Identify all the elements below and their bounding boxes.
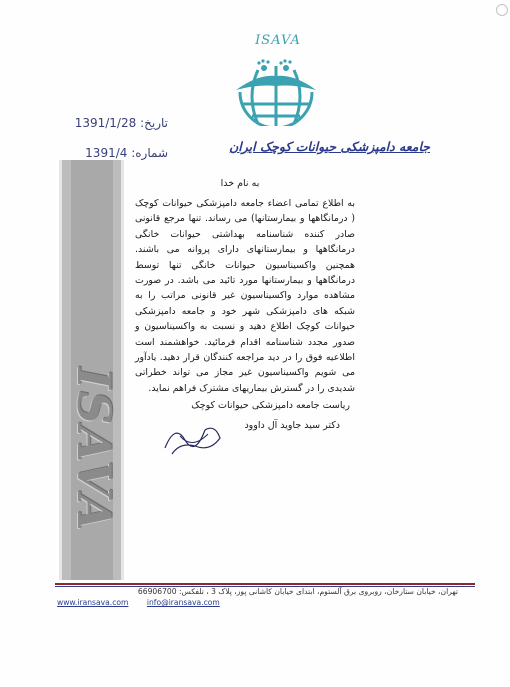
date-label: تاریخ:	[140, 116, 168, 130]
organization-title: جامعه دامپزشکی حیوانات کوچک ایران	[229, 139, 430, 154]
salutation: به نام خدا	[220, 178, 260, 189]
signatory-name: دکتر سید جاوید آل داوود	[244, 420, 340, 431]
number-label: شماره:	[131, 146, 168, 160]
number-value: 1391/4	[85, 146, 128, 160]
sidebar-band	[59, 160, 124, 580]
sidebar-watermark: ISAVA	[67, 367, 121, 533]
scan-corner-mark	[496, 4, 508, 16]
number-line	[58, 146, 168, 160]
date-value: 1391/1/28	[74, 116, 137, 130]
email-link[interactable]: info@iransava.com	[146, 598, 220, 607]
footer-address: تهران، خیابان ستارخان، روبروی برق آلستوم، ابتدای خیابان کاشانی پور، پلاک 3 ، تلفکس: 66906700	[137, 587, 458, 596]
website-link[interactable]: www.iransava.com	[57, 598, 129, 607]
footer-links	[57, 598, 236, 607]
handwritten-signature	[160, 418, 230, 458]
footer-rule	[55, 583, 475, 585]
globe-logo-icon	[228, 30, 324, 126]
logo-text: ISAVA	[255, 33, 301, 48]
letter-body: به اطلاع تمامی اعضاء جامعه دامپزشکی حیوانات کوچک ( درمانگاهها و بیمارستانها) می رساند. تنها مرجع قانونی صادر کننده شناسنامه بهداشتی حیوانات خانگی درمانگاهها و بیمارستانهای دارای پروانه می باشند. همچنین واکسیناسیون حیوانات خانگی تنها توسط درمانگاهها و بیمارستانها مورد تائید می باشد. در صورت مشاهده موارد واکسیناسیون غیر قانونی مراتب را به شبکه های دامپزشکی شهر خود و جامعه دامپزشکی حیوانات کوچک اطلاع دهید و نسبت به واکسیناسیون و صدور مجدد شناسنامه اقدام فرمائید. خواهشمند است اطلاعیه فوق را در دید مراجعه کنندگان قرار دهید. یادآور می شویم واکسیناسیون غیر مجاز می تواند خطراتی شدیدی را در گسترش بیماریهای مشترک فراهم نماید.	[135, 198, 355, 394]
signature-title: ریاست جامعه دامپزشکی حیوانات کوچک	[191, 400, 350, 411]
date-line	[58, 116, 168, 130]
